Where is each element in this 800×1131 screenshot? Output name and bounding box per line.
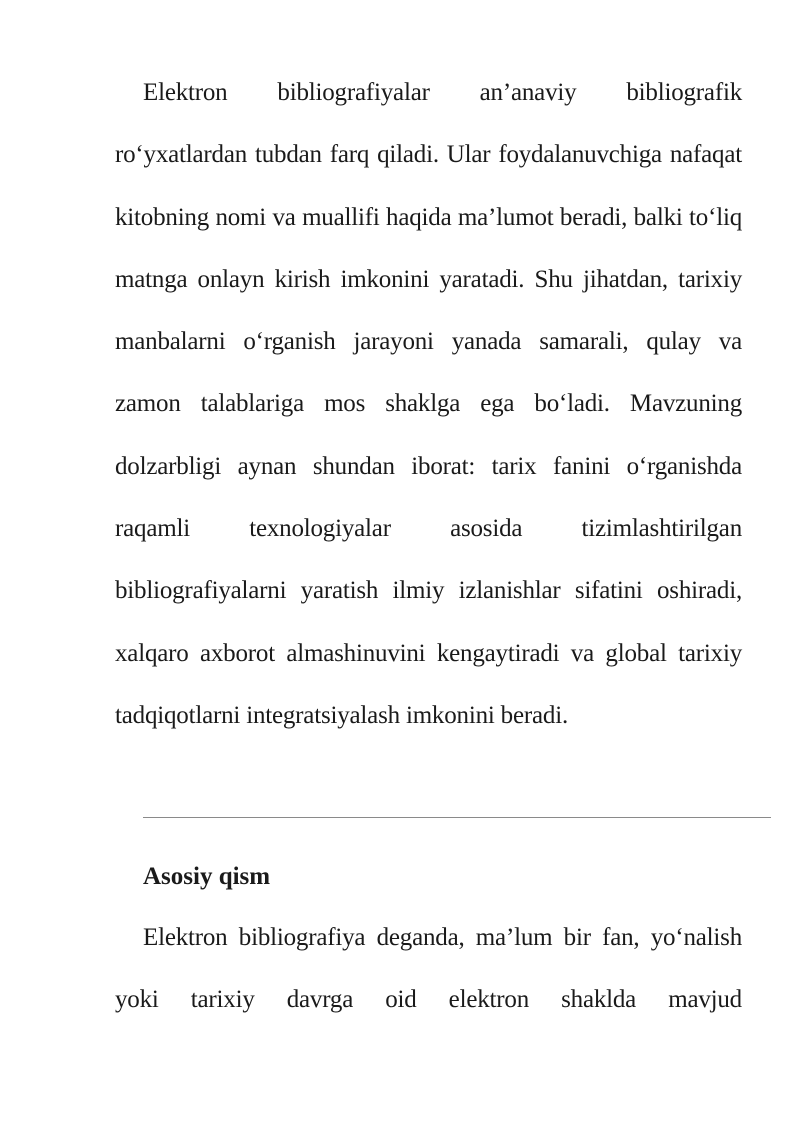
section-heading: Asosiy qism — [143, 863, 271, 890]
section-paragraph: Elektron bibliografiya deganda, ma’lum bir fan, yo‘nalish yoki tarixiy davrga oid elektron shaklda mavjud — [115, 924, 742, 1014]
document-body — [115, 62, 742, 747]
section-body — [115, 907, 742, 1032]
section-divider — [143, 817, 771, 818]
intro-paragraph: Elektron bibliografiyalar an’anaviy bibliografik ro‘yxatlardan tubdan farq qiladi. Ular foydalanuvchiga nafaqat kitobning nomi va muallifi haqida ma’lumot beradi, balki to‘liq matnga onlayn kirish imkonini yaratadi. Shu jihatdan, tarixiy manbalarni o‘rganish jarayoni yanada samarali, qulay va zamon talablariga mos shaklga ega bo‘ladi. Mavzuning dolzarbligi aynan shundan iborat: tarix fanini o‘rganishda raqamli texnologiyalar asosida tizimlashtirilgan bibliografiyalarni yaratish ilmiy izlanishlar sifatini oshiradi, xalqaro axborot almashinuvini kengaytiradi va global tarixiy tadqiqotlarni integratsiyalash imkonini beradi. — [115, 79, 742, 729]
